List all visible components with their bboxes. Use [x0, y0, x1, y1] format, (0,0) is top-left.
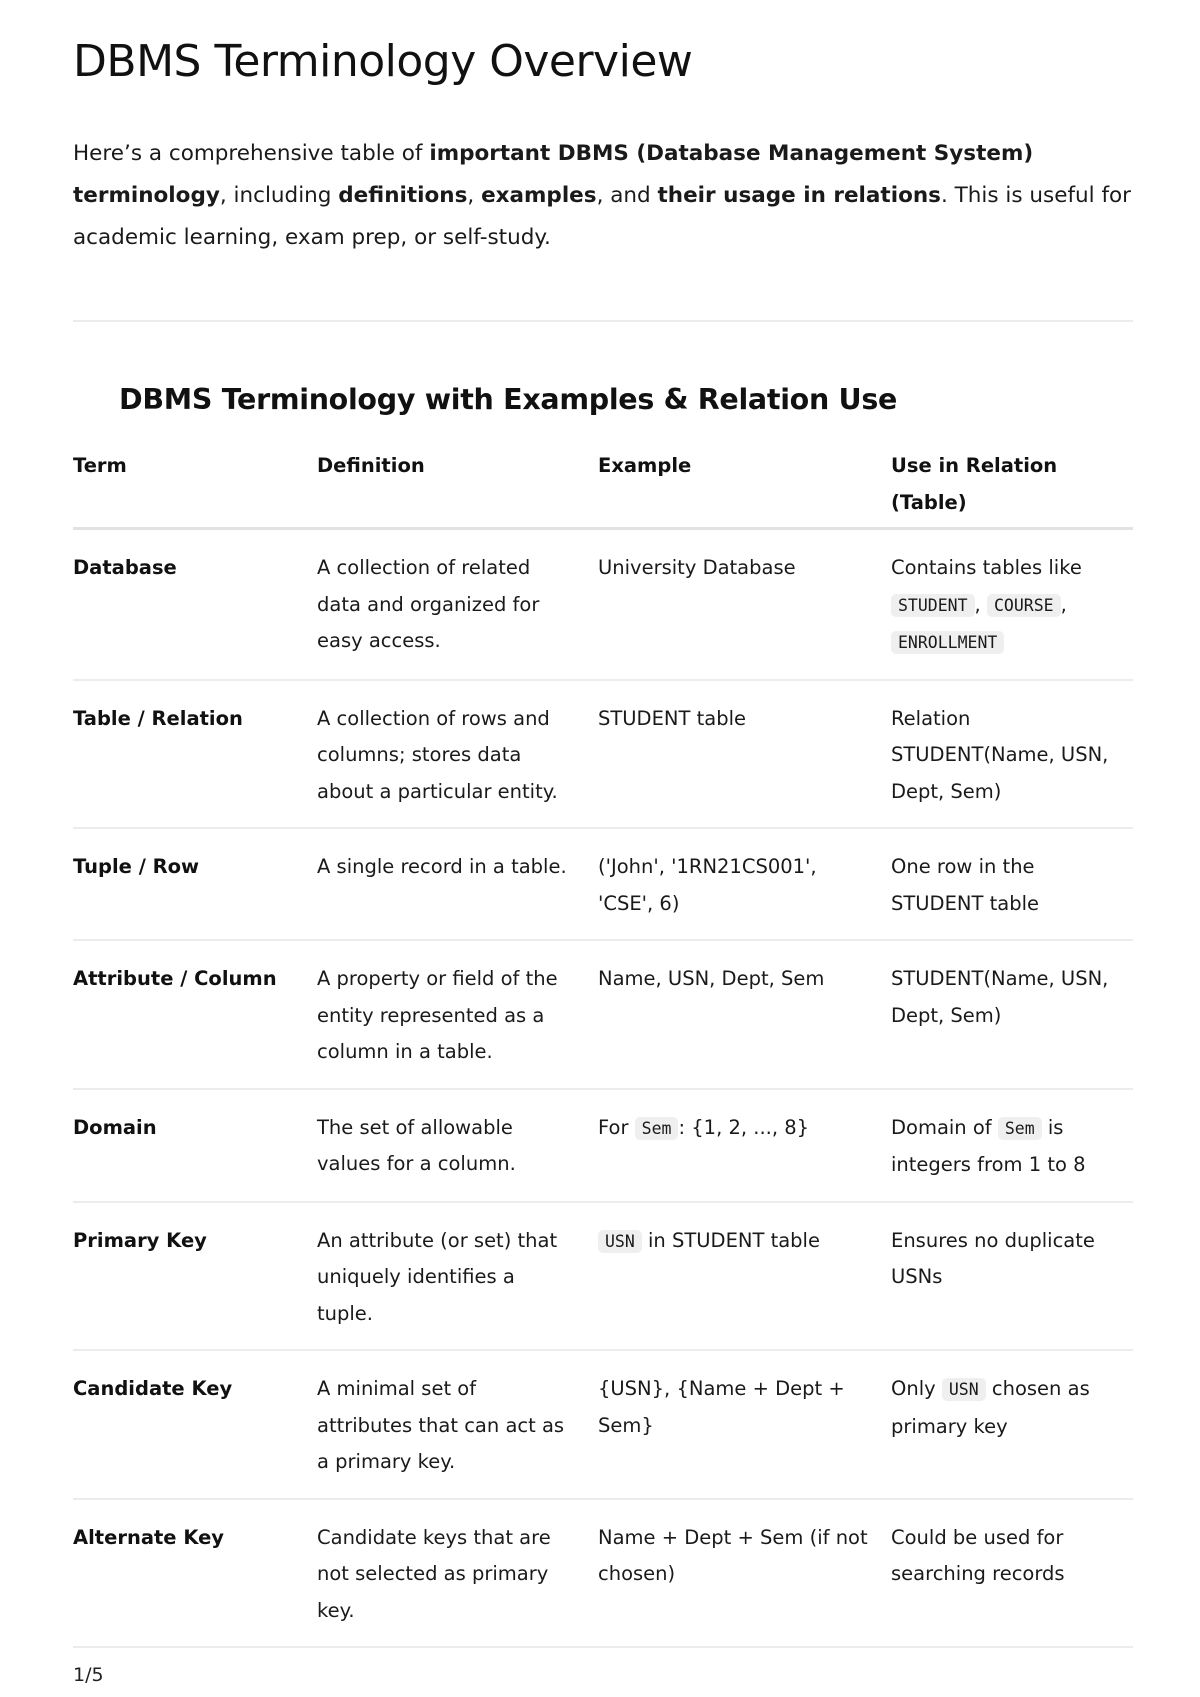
example-cell [586, 1202, 879, 1351]
use-cell: Could be used for searching records [879, 1499, 1133, 1648]
definition-cell: A single record in a table. [305, 828, 586, 940]
table-row [73, 680, 1133, 829]
term-cell: Database [73, 529, 305, 680]
term-cell: Alternate Key [73, 1499, 305, 1648]
column-header-use: Use in Relation (Table) [879, 448, 1133, 529]
table-row [73, 1499, 1133, 1648]
definition-cell: An attribute (or set) that uniquely identifies a tuple. [305, 1202, 586, 1351]
term-cell: Primary Key [73, 1202, 305, 1351]
term-cell: Candidate Key [73, 1350, 305, 1499]
use-text: Only [891, 1377, 936, 1400]
example-text: : {1, 2, ..., 8} [678, 1115, 810, 1139]
table-row [73, 940, 1133, 1089]
definition-cell: A property or field of the entity represented as a column in a table. [305, 940, 586, 1089]
table-row [73, 828, 1133, 940]
intro-bold-text: definitions [338, 183, 468, 208]
table-header-row [73, 448, 1133, 529]
inline-code: USN [598, 1230, 642, 1253]
use-text: chosen as primary key [891, 1377, 1090, 1438]
separator: , [974, 592, 981, 616]
example-text: For [598, 1115, 629, 1139]
definition-cell: The set of allowable values for a column. [305, 1089, 586, 1202]
definition-cell: A minimal set of attributes that can act as a primary key. [305, 1350, 586, 1499]
intro-bold-text: their usage in relations [657, 183, 941, 208]
use-cell: STUDENT(Name, USN, Dept, Sem) [879, 940, 1133, 1089]
intro-text: Here’s a comprehensive table of [73, 141, 430, 166]
use-cell: Relation STUDENT(Name, USN, Dept, Sem) [879, 680, 1133, 829]
example-cell: Name + Dept + Sem (if not chosen) [586, 1499, 879, 1648]
definition-cell: Candidate keys that are not selected as primary key. [305, 1499, 586, 1648]
intro-paragraph [73, 133, 1133, 259]
column-header-term: Term [73, 448, 305, 529]
term-cell: Tuple / Row [73, 828, 305, 940]
intro-bold-text: important DBMS (Database Management System) terminology [73, 141, 1034, 208]
section-title: DBMS Terminology with Examples & Relation Use [119, 383, 898, 416]
definition-cell: A collection of related data and organized for easy access. [305, 529, 586, 680]
use-text: Domain of [891, 1115, 992, 1139]
use-cell [879, 1350, 1133, 1499]
example-cell: {USN}, {Name + Dept + Sem} [586, 1350, 879, 1499]
intro-text: , including [219, 183, 339, 208]
term-cell: Table / Relation [73, 680, 305, 829]
inline-code: USN [942, 1378, 986, 1401]
use-cell [879, 529, 1133, 680]
inline-code: STUDENT [891, 594, 975, 617]
inline-code: ENROLLMENT [891, 631, 1004, 654]
use-text: is integers from 1 to 8 [891, 1115, 1086, 1176]
terminology-table [73, 448, 1133, 1648]
inline-code: Sem [998, 1117, 1042, 1140]
table-row [73, 1089, 1133, 1202]
example-cell: Name, USN, Dept, Sem [586, 940, 879, 1089]
intro-text: , [467, 183, 482, 208]
use-text: Contains tables like [891, 556, 1082, 579]
inline-code: Sem [635, 1117, 679, 1140]
use-cell: Ensures no duplicate USNs [879, 1202, 1133, 1351]
column-header-example: Example [586, 448, 879, 529]
table-row [73, 1350, 1133, 1499]
separator: , [1060, 592, 1067, 616]
example-cell: University Database [586, 529, 879, 680]
use-cell [879, 1089, 1133, 1202]
example-cell: STUDENT table [586, 680, 879, 829]
page-title: DBMS Terminology Overview [73, 36, 693, 87]
use-cell: One row in the STUDENT table [879, 828, 1133, 940]
term-cell: Attribute / Column [73, 940, 305, 1089]
example-cell [586, 1089, 879, 1202]
example-cell: ('John', '1RN21CS001', 'CSE', 6) [586, 828, 879, 940]
intro-text: . This is useful for academic learning, exam prep, or self-study. [73, 183, 1132, 250]
example-text: in STUDENT table [648, 1228, 820, 1252]
table-row [73, 1202, 1133, 1351]
page-number: 1/5 [73, 1664, 104, 1686]
intro-text: , and [596, 183, 658, 208]
term-cell: Domain [73, 1089, 305, 1202]
horizontal-divider [73, 320, 1133, 322]
table-row [73, 529, 1133, 680]
intro-bold-text: examples [481, 183, 597, 208]
inline-code: COURSE [987, 594, 1061, 617]
definition-cell: A collection of rows and columns; stores data about a particular entity. [305, 680, 586, 829]
column-header-definition: Definition [305, 448, 586, 529]
